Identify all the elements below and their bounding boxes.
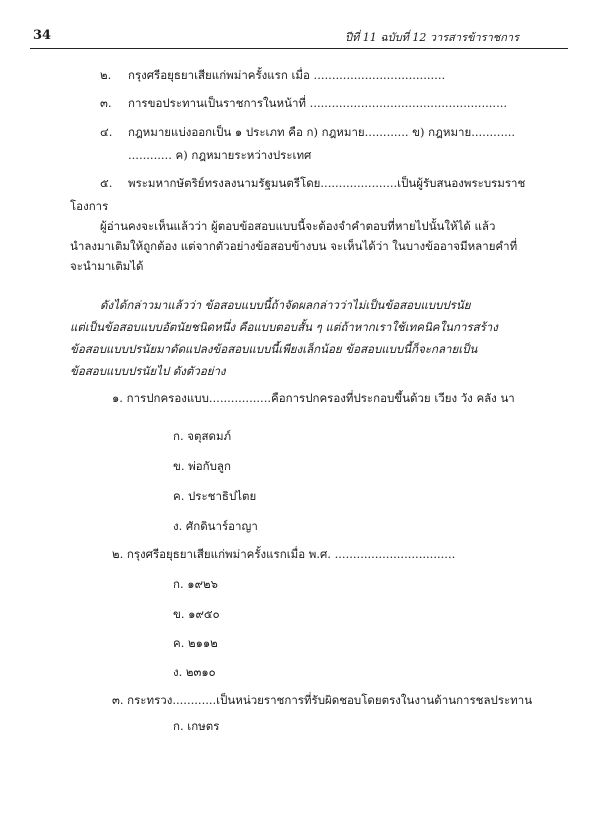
paragraph-line: ข้อสอบแบบปรนัยไป ดังตัวอย่าง [70,364,226,378]
answer-option: ง. ศักดินาร์อาญา [173,519,258,533]
item-text: กฎหมายแบ่งออกเป็น ๑ ประเภท คือ ก) กฎหมาย............ ข) กฎหมาย............ [128,125,516,139]
question-stem: ๓. กระทรวง............เป็นหน่วยราชการที่รับผิดชอบโดยตรงในงานด้านการชลประทาน [112,693,533,707]
paragraph-line: แต่เป็นข้อสอบแบบอัตนัยชนิดหนึ่ง คือแบบตอบสั้น ๆ แต่ถ้าหากเราใช้เทคนิคในการสร้าง [70,320,498,334]
paragraph-line: จะนำมาเติมได้ [70,259,144,273]
answer-option: ข. ๑๙๕๐ [173,607,220,621]
item-text: การขอประทานเป็นราชการในหน้าที่ ...................................................... [128,96,508,110]
page-number: 34 [33,28,52,43]
item-number: ๕. [100,176,113,190]
item-text: โองการ [70,199,109,213]
paragraph-line: ดังได้กล่าวมาแล้วว่า ข้อสอบแบบนี้ถ้าจัดผลกล่าวว่าไม่เป็นข้อสอบแบบปรนัย [100,298,471,312]
header-rule [30,48,568,49]
question-stem: ๒. กรุงศรีอยุธยาเสียแก่พม่าครั้งแรกเมื่อ พ.ศ. ................................. [112,547,456,561]
item-text: ............ ค) กฎหมายระหว่างประเทศ [128,148,312,162]
answer-option: ง. ๒๓๑๐ [173,665,216,679]
item-number: ๒. [100,68,112,82]
answer-option: ก. จตุสดมภ์ [173,429,232,443]
paragraph-line: ข้อสอบแบบปรนัยมาดัดแปลงข้อสอบแบบนี้เพียงเล็กน้อย ข้อสอบแบบนี้ก็จะกลายเป็น [70,342,478,356]
answer-option: ข. พ่อกับลูก [173,459,231,473]
journal-header: ปีที่ 11 ฉบับที่ 12 วารสารข้าราชการ [345,31,519,44]
item-text: กรุงศรีอยุธยาเสียแก่พม่าครั้งแรก เมื่อ .................................... [128,68,446,82]
item-text: พระมหากษัตริย์ทรงลงนามรัฐมนตรีโดย.....................เป็นผู้รับสนองพระบรมราช [128,176,526,190]
answer-option: ก. เกษตร [173,719,220,733]
item-number: ๔. [100,125,113,139]
question-stem: ๑. การปกครองแบบ.................คือการปกครองที่ประกอบขึ้นด้วย เวียง วัง คลัง นา [112,391,515,405]
paragraph-line: ผู้อ่านคงจะเห็นแล้วว่า ผู้ตอบข้อสอบแบบนี้จะต้องจำคำตอบที่หายไปนั้นให้ได้ แล้ว [100,219,496,233]
paragraph-line: นำลงมาเติมให้ถูกต้อง แต่จากตัวอย่างข้อสอบข้างบน จะเห็นได้ว่า ในบางข้ออาจมีหลายคำที่ [70,239,518,253]
answer-option: ค. ๒๑๑๒ [173,636,218,650]
answer-option: ค. ประชาธิปไตย [173,489,257,503]
item-number: ๓. [100,96,112,110]
answer-option: ก. ๑๙๒๖ [173,577,218,591]
